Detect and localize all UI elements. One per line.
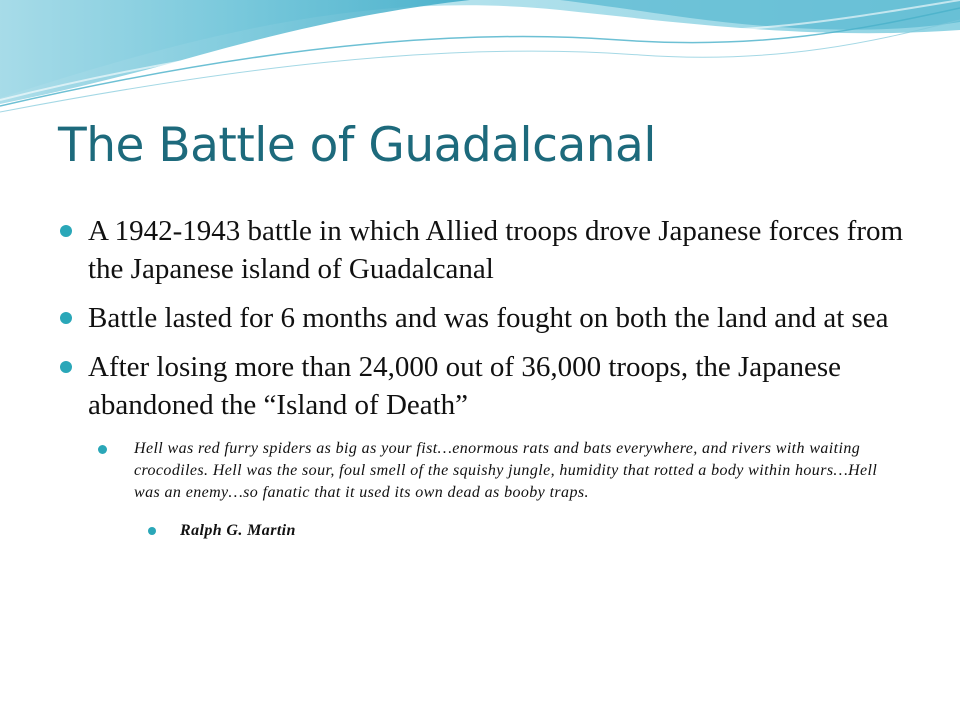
bullet-text: A 1942-1943 battle in which Allied troops drove Japanese forces from the Japanese island of Guadalcanal [88, 215, 904, 285]
quote-item [98, 438, 894, 542]
bullet-item [60, 348, 910, 542]
bullet-list [60, 212, 910, 553]
bullet-item [60, 299, 910, 337]
quote-text: Hell was red furry spiders as big as your fist…enormous rats and bats everywhere, and rivers with waiting crocodiles. Hell was the sour, foul smell of the squishy jungle, humidity that rotted a body within hours…Hell was an enemy…so fanatic that it used its own dead as booby traps. [134, 440, 878, 501]
bullet-dot-icon [60, 312, 72, 324]
wave-header-decoration [0, 0, 960, 120]
author-item [144, 520, 894, 542]
bullet-dot-icon [60, 361, 72, 373]
bullet-item [60, 212, 910, 288]
bullet-dot-icon [60, 225, 72, 237]
bullet-text: After losing more than 24,000 out of 36,000 troops, the Japanese abandoned the “Island of Death” [88, 351, 842, 421]
quote-author: Ralph G. Martin [180, 522, 296, 539]
author-list [134, 520, 894, 542]
slide-title: The Battle of Guadalcanal [58, 118, 656, 173]
bullet-dot-icon [148, 527, 156, 535]
bullet-text: Battle lasted for 6 months and was fought on both the land and at sea [88, 302, 889, 334]
quote-list [88, 438, 910, 542]
bullet-dot-icon [98, 445, 107, 454]
